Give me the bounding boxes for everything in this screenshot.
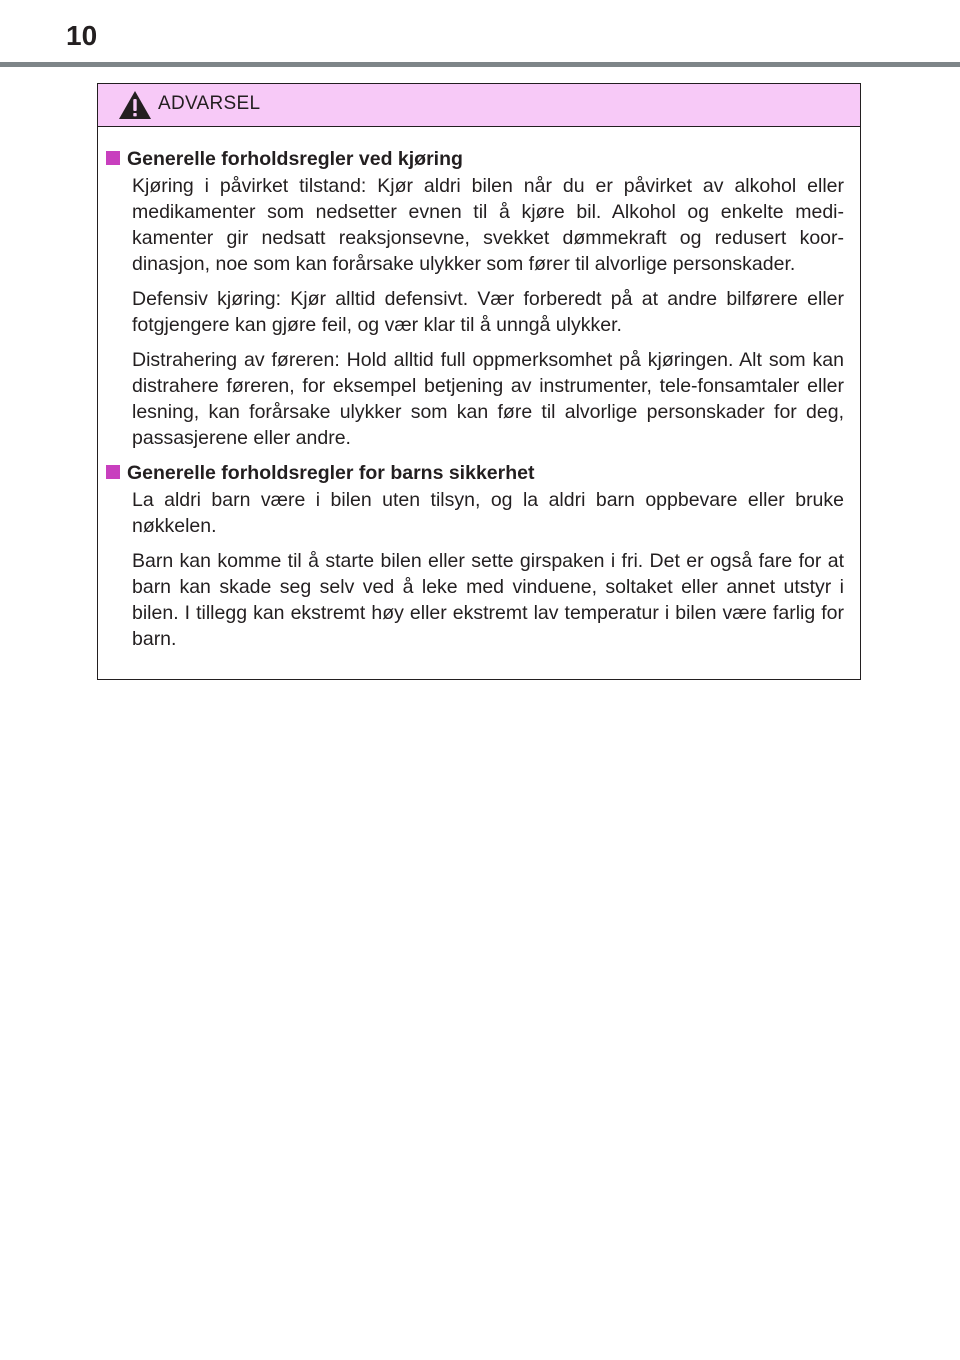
paragraph-unattended-children: La aldri barn være i bilen uten tilsyn, og la aldri barn oppbevare eller bruke nøkkelen.	[132, 489, 844, 537]
section-child-safety	[106, 460, 844, 652]
warning-body	[98, 127, 860, 652]
warning-title: ADVARSEL	[158, 93, 261, 114]
square-bullet-icon	[106, 465, 120, 479]
header-rule	[0, 62, 960, 67]
paragraph-impaired-driving: Kjøring i påvirket tilstand: Kjør aldri bilen når du er påvirket av alkohol eller medikamenter som nedsetter evnen til å kjøre bil. Alkohol og enkelte medi-kamenter gir nedsatt reaksjonsevne, svekket dømmekraft og redusert koor-dinasjon, noe som kan forårsake ulykker som fører til alvorlige personskader.	[132, 175, 844, 275]
section-general-driving	[106, 146, 844, 451]
section-heading	[106, 146, 844, 172]
section-heading-text: Generelle forholdsregler for barns sikkerhet	[127, 462, 535, 484]
paragraph-children-hazards: Barn kan komme til å starte bilen eller sette girspaken i fri. Det er også fare for at barn kan skade seg selv ved å leke med vinduene, soltaket eller annet utstyr i bilen. I tillegg kan ekstremt høy eller ekstremt lav temperatur i bilen være farlig for barn.	[132, 550, 844, 650]
section-heading	[106, 460, 844, 486]
section-heading-text: Generelle forholdsregler ved kjøring	[127, 148, 463, 170]
warning-box	[97, 83, 861, 680]
page-number: 10	[66, 20, 98, 51]
paragraph-defensive-driving: Defensiv kjøring: Kjør alltid defensivt. Vær forberedt på at andre bilførere eller fotgjengere kan gjøre feil, og vær klar til å unngå ulykker.	[132, 288, 844, 336]
warning-triangle-icon	[118, 90, 152, 120]
square-bullet-icon	[106, 151, 120, 165]
paragraph-driver-distraction: Distrahering av føreren: Hold alltid full oppmerksomhet på kjøringen. Alt som kan distrahere føreren, for eksempel betjening av instrumenter, tele-fonsamtaler eller lesning, kan forårsake ulykker som kan føre til alvorlige personskader for deg, passasjerene eller andre.	[132, 349, 844, 449]
warning-header	[98, 84, 860, 127]
